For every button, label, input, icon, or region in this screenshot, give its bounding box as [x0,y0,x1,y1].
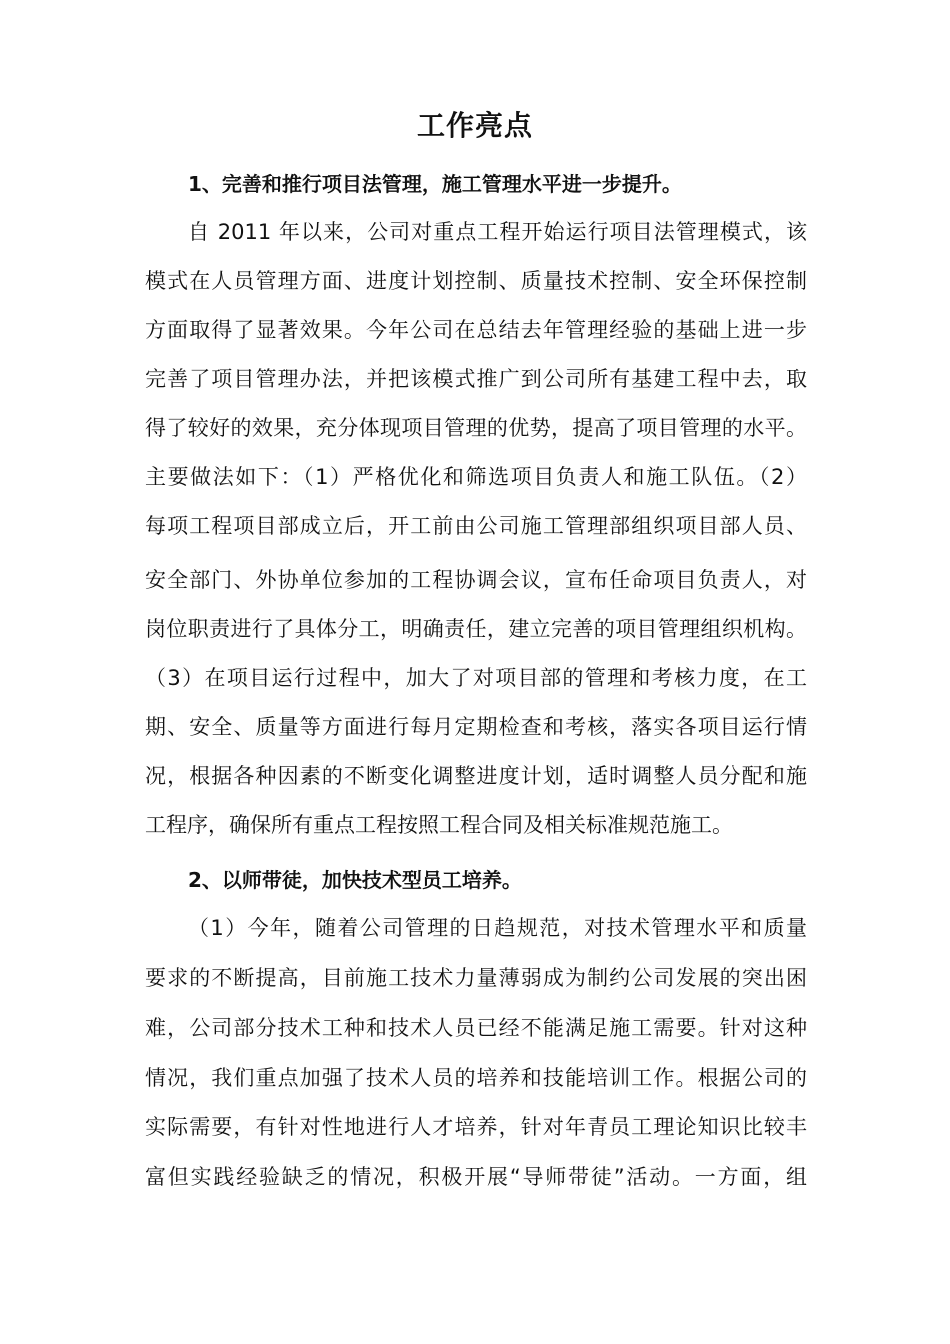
paragraph-line: 模式在人员管理方面、进度计划控制、质量技术控制、安全环保控制 [145,269,807,293]
document-title: 工作亮点 [416,109,533,142]
section-1-heading: 1、完善和推行项目法管理，施工管理水平进一步提升。 [188,172,682,196]
paragraph-line: 岗位职责进行了具体分工，明确责任，建立完善的项目管理组织机构。 [145,617,807,641]
paragraph-line: 实际需要，有针对性地进行人才培养，针对年青员工理论知识比较丰 [145,1115,807,1139]
paragraph-line: 富但实践经验缺乏的情况，积极开展“导师带徒”活动。一方面，组 [145,1165,807,1189]
paragraph-line: （1）今年，随着公司管理的日趋规范，对技术管理水平和质量 [188,916,807,940]
paragraph-line: 完善了项目管理办法，并把该模式推广到公司所有基建工程中去，取 [145,367,807,391]
paragraph-line: 得了较好的效果，充分体现项目管理的优势，提高了项目管理的水平。 [145,416,807,440]
paragraph-line: 工程序，确保所有重点工程按照工程合同及相关标准规范施工。 [145,813,733,837]
paragraph-line: 要求的不断提高，目前施工技术力量薄弱成为制约公司发展的突出困 [145,966,807,990]
paragraph-line: 主要做法如下：（1）严格优化和筛选项目负责人和施工队伍。（2） [145,465,807,489]
section-2-heading: 2、以师带徒，加快技术型员工培养。 [188,868,522,892]
paragraph-line: 期、安全、质量等方面进行每月定期检查和考核，落实各项目运行情 [145,715,807,739]
paragraph-line: 自 2011 年以来，公司对重点工程开始运行项目法管理模式，该 [188,220,807,244]
paragraph-line: （3）在项目运行过程中，加大了对项目部的管理和考核力度，在工 [145,666,807,690]
paragraph-line: 每项工程项目部成立后，开工前由公司施工管理部组织项目部人员、 [145,514,807,538]
paragraph-line: 方面取得了显著效果。今年公司在总结去年管理经验的基础上进一步 [145,318,807,342]
paragraph-line: 安全部门、外协单位参加的工程协调会议，宣布任命项目负责人，对 [145,568,807,592]
paragraph-line: 情况，我们重点加强了技术人员的培养和技能培训工作。根据公司的 [145,1066,807,1090]
paragraph-line: 难，公司部分技术工种和技术人员已经不能满足施工需要。针对这种 [145,1016,807,1040]
paragraph-line: 况，根据各种因素的不断变化调整进度计划，适时调整人员分配和施 [145,764,807,788]
